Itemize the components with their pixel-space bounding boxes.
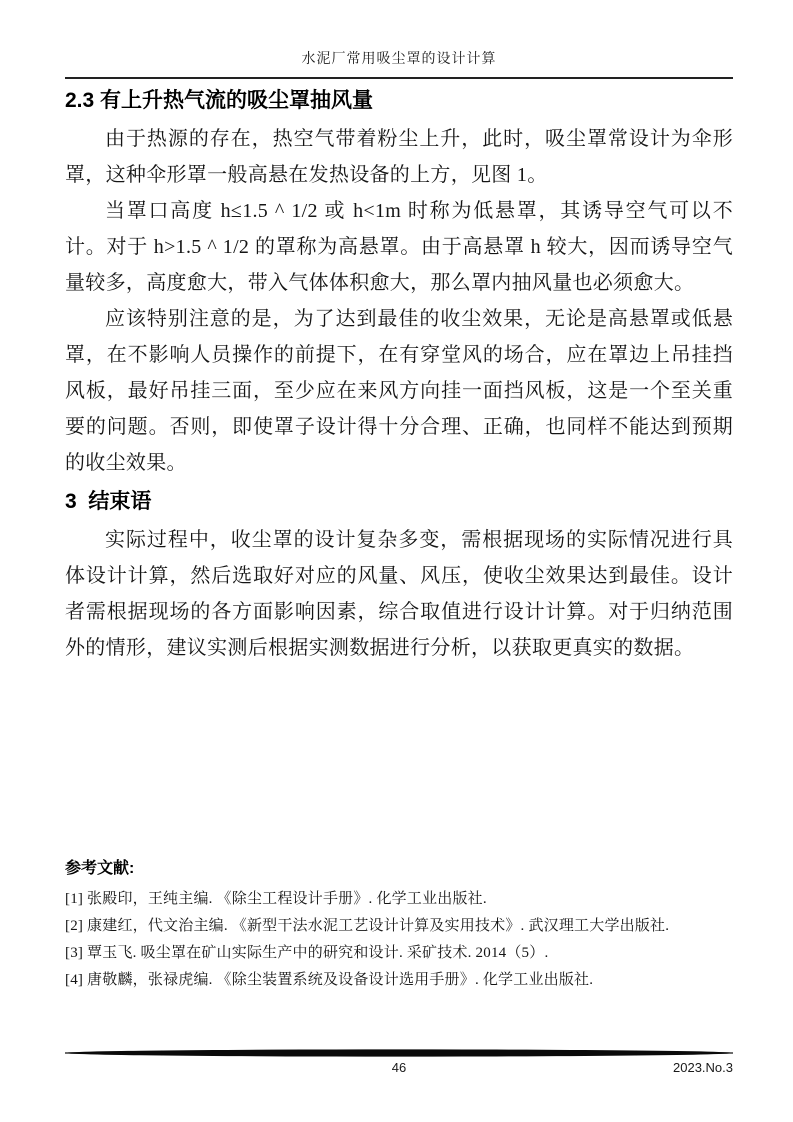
paragraph: 实际过程中，收尘罩的设计复杂多变，需根据现场的实际情况进行具体设计计算，然后选取好对应的风量、风压，使收尘效果达到最佳。设计者需根据现场的各方面影响因素，综合取值进行设计计算。对于归纳范围外的情形，建议实测后根据实测数据进行分析，以获取更真实的数据。 [65, 529, 733, 659]
references-section [65, 858, 733, 994]
paragraph: 当罩口高度 h≤1.5 ^ 1/2 或 h<1m 时称为低悬罩，其诱导空气可以不计。对于 h>1.5 ^ 1/2 的罩称为高悬罩。由于高悬罩 h 较大，因而诱导空气量较多，高度愈大，带入气体体积愈大，那么罩内抽风量也必须愈大。 [65, 200, 733, 294]
reference-item: [1] 张殿印，王纯主编. 《除尘工程设计手册》. 化学工业出版社. [65, 891, 487, 907]
reference-item: [2] 康建红，代文治主编. 《新型干法水泥工艺设计计算及实用技术》. 武汉理工大学出版社. [65, 918, 670, 934]
header-rule [65, 77, 733, 79]
paragraph: 应该特别注意的是，为了达到最佳的收尘效果，无论是高悬罩或低悬罩，在不影响人员操作的前提下，在有穿堂风的场合，应在罩边上吊挂挡风板，最好吊挂三面，至少应在来风方向挂一面挡风板，这是一个至关重要的问题。否则，即使罩子设计得十分合理、正确，也同样不能达到预期的收尘效果。 [65, 308, 733, 474]
paragraph: 由于热源的存在，热空气带着粉尘上升，此时，吸尘罩常设计为伞形罩，这种伞形罩一般高悬在发热设备的上方，见图 1。 [65, 128, 733, 186]
references-heading: 参考文献: [65, 860, 135, 877]
section-3-body [65, 522, 733, 666]
reference-item: [4] 唐敬麟，张禄虎编. 《除尘装置系统及设备设计选用手册》. 化学工业出版社. [65, 972, 594, 988]
footer-row [65, 1059, 733, 1077]
content-column [65, 50, 733, 666]
running-title: 水泥厂常用吸尘罩的设计计算 [301, 52, 497, 67]
issue-label: 2023.No.3 [673, 1060, 733, 1075]
section-heading-2-3: 2.3 有上升热气流的吸尘罩抽风量 [65, 89, 374, 112]
reference-item: [3] 覃玉飞. 吸尘罩在矿山实际生产中的研究和设计. 采矿技术. 2014（5）. [65, 945, 549, 961]
footer-rule [65, 1048, 733, 1058]
page-number: 46 [391, 1060, 407, 1075]
page-footer [65, 1048, 733, 1077]
section-2-3-body [65, 121, 733, 481]
section-heading-3: 3 结束语 [65, 490, 152, 513]
